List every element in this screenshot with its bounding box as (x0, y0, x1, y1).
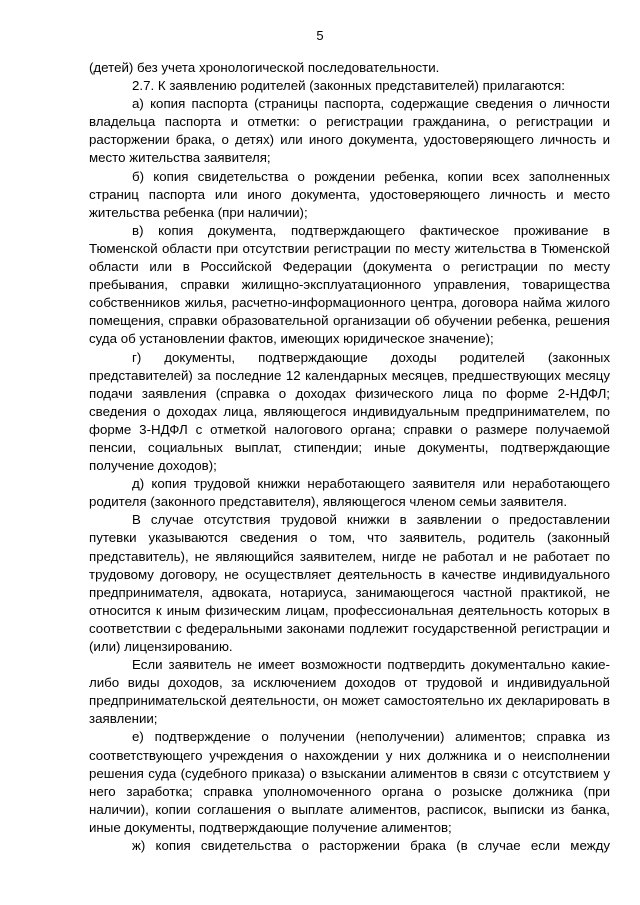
paragraph-item-g: г) документы, подтверждающие доходы родителей (законных представителей) за последние 12 календарных месяцев, предшествующих месяцу подачи заявления (справка о доходах физического лица по форме 2-НДФЛ; сведения о доходах лица, являющегося индивидуальным предпринимателем, по форме 3-НДФЛ с отметкой налогового органа; справки о размере получаемой пенсии, социальных выплат, стипендии; иные документы, подтверждающие получение доходов); (89, 349, 610, 474)
paragraph-income-declaration: Если заявитель не имеет возможности подтвердить документально какие-либо виды доходов, за исключением доходов от трудовой и индивидуальной предпринимательской деятельности, он может самостоятельно их декларировать в заявлении; (89, 657, 610, 727)
paragraph-item-a: а) копия паспорта (страницы паспорта, содержащие сведения о личности владельца паспорта и отметки: о регистрации гражданина, о регистрации и расторжении брака, о детях) или иного документа, удостоверяющего личность и место жительства заявителя; (89, 96, 610, 166)
document-body (89, 59, 610, 855)
paragraph-item-d: д) копия трудовой книжки неработающего заявителя или неработающего родителя (законного представителя), являющегося членом семьи заявителя. (89, 476, 610, 510)
page-number: 5 (316, 28, 324, 43)
paragraph-item-e: е) подтверждение о получении (неполучении) алиментов; справка из соответствующего учреждения о нахождении у них должника и о неисполнении решения суда (судебного приказа) о взыскании алиментов в связи с отсутствием у него заработка; справка уполномоченного органа о розыске должника (при наличии), копии соглашения о выплате алиментов, расписок, выписки из банка, иные документы, подтверждающие получение алиментов; (89, 729, 610, 835)
paragraph-item-b: б) копия свидетельства о рождении ребенка, копии всех заполненных страниц паспорта или иного документа, удостоверяющего личность и место жительства ребенка (при наличии); (89, 168, 610, 220)
paragraph-section-2-7: 2.7. К заявлению родителей (законных представителей) прилагаются: (132, 78, 565, 94)
paragraph-item-v: в) копия документа, подтверждающего фактическое проживание в Тюменской области при отсутствии регистрации по месту жительства в Тюменской области или в Российской Федерации (документа о регистрации по месту пребывания, справки жилищно-эксплуатационного управления, товарищества собственников жилья, расчетно-информационного центра, договора найма жилого помещения, справки образовательной организации об обучении ребенка, решения суда об установлении фактов, имеющих юридическое значение); (89, 222, 610, 347)
paragraph-continuation: (детей) без учета хронологической последовательности. (89, 60, 440, 75)
paragraph-no-work-book: В случае отсутствия трудовой книжки в заявлении о предоставлении путевки указываются сведения о том, что заявитель, родитель (законный представитель), не являющийся заявителем, нигде не работал и не работает по трудовому договору, не осуществляет деятельность в качестве индивидуального предпринимателя, адвоката, нотариуса, занимающегося частной практикой, не относится к иным физическим лицам, профессиональная деятельность которых в соответствии с федеральными законами подлежит государственной регистрации и (или) лицензированию. (89, 512, 610, 654)
paragraph-item-zh: ж) копия свидетельства о расторжении брака (в случае если между (132, 838, 610, 854)
